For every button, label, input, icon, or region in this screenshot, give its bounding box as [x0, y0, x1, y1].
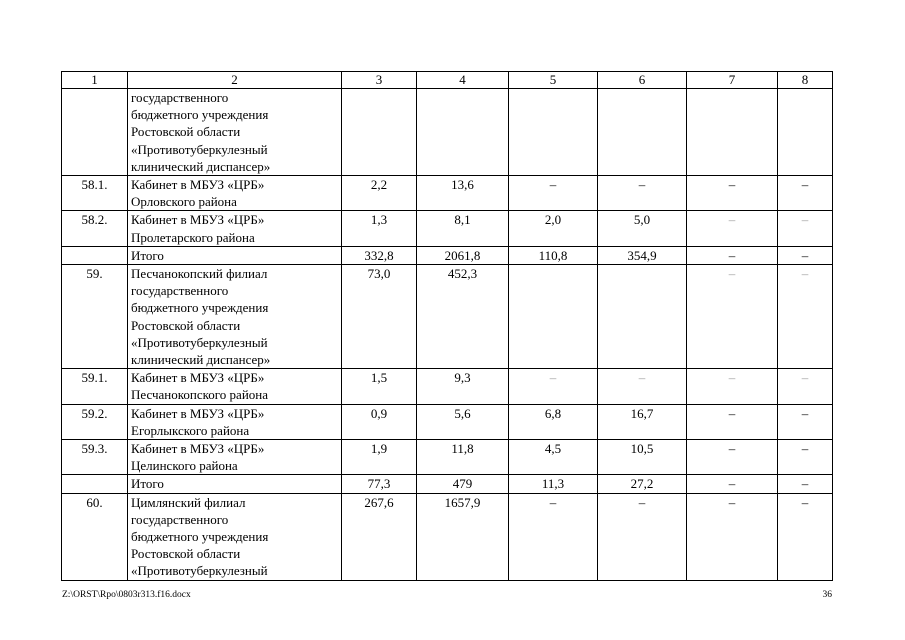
- footer-file-path: Z:\ORST\Rpo\0803r313.f16.docx: [62, 590, 191, 600]
- name-line: Итого: [131, 476, 164, 492]
- value-cell-c6: [598, 89, 687, 176]
- name-line: Ростовской области: [131, 546, 241, 562]
- table-row: [62, 265, 833, 369]
- value-cell-c3: 77,3: [342, 475, 417, 493]
- name-line: Егорлыкского района: [131, 422, 250, 438]
- table-row: [62, 404, 833, 439]
- value-cell-c5: 6,8: [509, 404, 598, 439]
- value-cell-c5: 11,3: [509, 475, 598, 493]
- name-line: государственного: [131, 511, 229, 527]
- name-line: Кабинет в МБУЗ «ЦРБ»: [131, 212, 265, 228]
- name-line: Целинского района: [131, 458, 238, 474]
- value-cell-c7: –: [687, 493, 778, 580]
- value-cell-c7: –: [687, 211, 778, 246]
- header-row: [62, 72, 833, 89]
- value-cell-c7: –: [687, 246, 778, 264]
- value-cell-c3: 1,9: [342, 440, 417, 475]
- name-line: государственного: [131, 283, 229, 299]
- name-line: Цимлянский филиал: [131, 494, 246, 510]
- value-cell-c4: [417, 89, 509, 176]
- value-cell-c4: 8,1: [417, 211, 509, 246]
- table-row: [62, 493, 833, 580]
- value-cell-c5: 2,0: [509, 211, 598, 246]
- value-cell-c7: –: [687, 265, 778, 369]
- header-cell: 8: [778, 72, 833, 89]
- name-line: «Противотуберкулезный: [131, 141, 268, 157]
- value-cell-c5: [509, 265, 598, 369]
- header-cell: 1: [62, 72, 128, 89]
- value-cell-c8: –: [778, 404, 833, 439]
- value-cell-c6: 5,0: [598, 211, 687, 246]
- value-cell-c5: –: [509, 369, 598, 404]
- name-line: Песчанокопский филиал: [131, 266, 268, 282]
- header-cell: 2: [128, 72, 342, 89]
- value-cell-c3: 1,3: [342, 211, 417, 246]
- name-line: бюджетного учреждения: [131, 107, 269, 123]
- row-number-cell: 59.1.: [62, 369, 128, 404]
- name-line: клинический диспансер»: [131, 158, 271, 174]
- value-cell-c8: –: [778, 493, 833, 580]
- row-number-cell: 60.: [62, 493, 128, 580]
- value-cell-c8: –: [778, 176, 833, 211]
- value-cell-c8: –: [778, 475, 833, 493]
- value-cell-c6: 10,5: [598, 440, 687, 475]
- value-cell-c4: 452,3: [417, 265, 509, 369]
- name-line: клинический диспансер»: [131, 352, 271, 368]
- value-cell-c5: 4,5: [509, 440, 598, 475]
- value-cell-c3: 267,6: [342, 493, 417, 580]
- name-line: «Противотуберкулезный: [131, 563, 268, 579]
- name-line: Итого: [131, 247, 164, 263]
- value-cell-c6: 354,9: [598, 246, 687, 264]
- header-cell: 3: [342, 72, 417, 89]
- row-number-cell: [62, 475, 128, 493]
- value-cell-c6: –: [598, 176, 687, 211]
- table-row: [62, 89, 833, 176]
- table-row: [62, 475, 833, 493]
- value-cell-c3: 73,0: [342, 265, 417, 369]
- name-line: Кабинет в МБУЗ «ЦРБ»: [131, 405, 265, 421]
- table-row: [62, 440, 833, 475]
- institution-name-cell: [128, 265, 342, 369]
- value-cell-c6: –: [598, 369, 687, 404]
- institution-name-cell: [128, 440, 342, 475]
- value-cell-c7: –: [687, 404, 778, 439]
- data-table: [61, 71, 833, 581]
- value-cell-c5: –: [509, 493, 598, 580]
- value-cell-c7: –: [687, 176, 778, 211]
- institution-name-cell: [128, 493, 342, 580]
- header-cell: 5: [509, 72, 598, 89]
- name-line: Кабинет в МБУЗ «ЦРБ»: [131, 370, 265, 386]
- institution-name-cell: [128, 369, 342, 404]
- name-line: Пролетарского района: [131, 229, 255, 245]
- page-number: 36: [822, 590, 832, 600]
- header-cell: 7: [687, 72, 778, 89]
- value-cell-c5: [509, 89, 598, 176]
- institution-name-cell: [128, 475, 342, 493]
- table-row: [62, 246, 833, 264]
- value-cell-c6: –: [598, 493, 687, 580]
- name-line: Кабинет в МБУЗ «ЦРБ»: [131, 177, 265, 193]
- row-number-cell: 59.2.: [62, 404, 128, 439]
- institution-name-cell: [128, 211, 342, 246]
- value-cell-c7: [687, 89, 778, 176]
- institution-name-cell: [128, 404, 342, 439]
- header-cell: 6: [598, 72, 687, 89]
- value-cell-c4: 1657,9: [417, 493, 509, 580]
- row-number-cell: [62, 246, 128, 264]
- table-body: [62, 72, 833, 581]
- value-cell-c3: 2,2: [342, 176, 417, 211]
- value-cell-c8: –: [778, 369, 833, 404]
- name-line: бюджетного учреждения: [131, 529, 269, 545]
- value-cell-c6: 16,7: [598, 404, 687, 439]
- name-line: Кабинет в МБУЗ «ЦРБ»: [131, 441, 265, 457]
- row-number-cell: 59.: [62, 265, 128, 369]
- row-number-cell: [62, 89, 128, 176]
- value-cell-c3: 1,5: [342, 369, 417, 404]
- value-cell-c3: 332,8: [342, 246, 417, 264]
- row-number-cell: 58.2.: [62, 211, 128, 246]
- value-cell-c4: 11,8: [417, 440, 509, 475]
- value-cell-c4: 13,6: [417, 176, 509, 211]
- name-line: государственного: [131, 90, 229, 105]
- value-cell-c6: [598, 265, 687, 369]
- name-line: Песчанокопского района: [131, 387, 269, 403]
- value-cell-c7: –: [687, 369, 778, 404]
- value-cell-c4: 2061,8: [417, 246, 509, 264]
- value-cell-c3: 0,9: [342, 404, 417, 439]
- row-number-cell: 58.1.: [62, 176, 128, 211]
- name-line: «Противотуберкулезный: [131, 334, 268, 350]
- value-cell-c5: 110,8: [509, 246, 598, 264]
- name-line: бюджетного учреждения: [131, 300, 269, 316]
- value-cell-c7: –: [687, 475, 778, 493]
- value-cell-c6: 27,2: [598, 475, 687, 493]
- value-cell-c8: –: [778, 246, 833, 264]
- value-cell-c4: 479: [417, 475, 509, 493]
- name-line: Ростовской области: [131, 317, 241, 333]
- name-line: Ростовской области: [131, 124, 241, 140]
- value-cell-c8: –: [778, 440, 833, 475]
- institution-name-cell: [128, 176, 342, 211]
- institution-name-cell: [128, 246, 342, 264]
- table-row: [62, 369, 833, 404]
- institution-name-cell: [128, 89, 342, 176]
- value-cell-c4: 9,3: [417, 369, 509, 404]
- value-cell-c8: –: [778, 265, 833, 369]
- value-cell-c5: –: [509, 176, 598, 211]
- value-cell-c8: –: [778, 211, 833, 246]
- value-cell-c4: 5,6: [417, 404, 509, 439]
- value-cell-c3: [342, 89, 417, 176]
- value-cell-c8: [778, 89, 833, 176]
- header-cell: 4: [417, 72, 509, 89]
- value-cell-c7: –: [687, 440, 778, 475]
- row-number-cell: 59.3.: [62, 440, 128, 475]
- table-row: [62, 176, 833, 211]
- name-line: Орловского района: [131, 194, 237, 210]
- table-row: [62, 211, 833, 246]
